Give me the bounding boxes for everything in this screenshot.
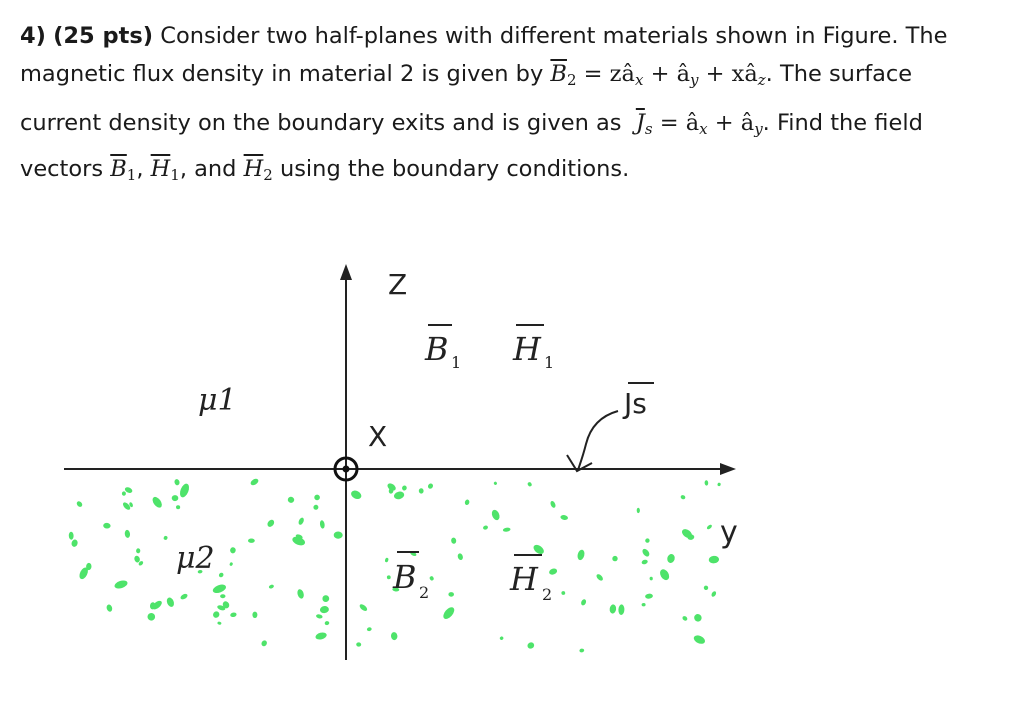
js-arrow [578,411,618,470]
problem-points: (25 pts) [53,23,154,49]
green-speckle [176,505,180,509]
green-speckle [451,537,457,544]
green-speckle [212,610,221,619]
green-speckle [358,603,368,612]
b2-plus2: + xâ [698,61,758,87]
green-speckle [706,524,713,530]
green-speckle [499,636,504,641]
green-speckle [366,627,372,632]
green-speckle [595,573,604,582]
green-speckle [218,572,224,578]
green-speckle [717,482,721,486]
green-speckle [322,595,330,603]
green-speckle [260,639,268,647]
green-speckle [692,634,706,646]
green-speckle [448,592,454,597]
b2-ay-sub: y [690,71,699,89]
green-speckle [165,596,175,608]
green-speckle [482,525,488,531]
green-speckle [645,538,650,543]
b1-label-sub: 1 [451,353,462,372]
green-speckle [641,603,645,607]
green-speckle [250,477,260,486]
h1-sub: 1 [170,166,180,184]
green-speckle [356,642,362,647]
green-speckle [645,593,653,599]
green-speckle [708,555,719,563]
js-plus: + â [707,110,755,136]
green-speckle [217,621,222,625]
green-speckle [693,613,703,623]
green-speckle [76,500,84,508]
x-axis-label: X [368,420,388,453]
problem-text-4: vectors [20,156,104,182]
b1-symbol: $\overline{B}$ [110,156,127,182]
green-speckle [122,491,126,496]
h1-label-sub: 1 [544,353,555,372]
green-speckle [103,523,111,529]
green-speckle [637,508,640,513]
green-speckle [151,495,164,509]
green-speckle [493,481,497,485]
green-speckle [174,479,181,486]
green-speckle [229,562,233,567]
green-speckle [711,590,717,597]
green-speckle [69,532,74,540]
green-speckle [296,588,305,599]
green-speckle [180,593,189,601]
green-speckle [312,504,319,511]
js-ax-sub: x [699,120,708,138]
js-sub: s [644,120,653,138]
green-speckle [315,631,328,640]
green-speckle [266,518,275,528]
green-speckle [560,514,568,520]
green-speckle [457,553,464,561]
b2-label-sub: 2 [419,583,430,602]
and-word: , and [179,156,237,182]
green-speckle [212,583,228,595]
green-speckle [401,485,407,492]
problem-text-2: magnetic flux density in material 2 is given by [20,61,544,87]
js-label: Js [624,387,647,420]
green-speckle [579,648,584,653]
green-speckle [503,527,511,532]
green-speckle [393,490,405,500]
green-speckle [268,584,274,589]
green-speckle [298,517,305,526]
problem-text-2b: . The surface [765,61,913,87]
green-speckle [682,615,689,622]
green-speckle [548,567,558,575]
y-axis-label: y [720,515,738,550]
green-speckle [427,482,434,489]
problem-text-3: current density on the boundary exits and is given as [20,110,622,136]
green-speckle [230,612,237,618]
green-speckle [178,482,191,498]
green-speckle [641,548,651,558]
green-speckle [220,594,226,598]
green-speckle [248,538,255,543]
green-speckle [658,568,671,582]
green-speckle [387,575,391,579]
x-axis-dot-icon [343,466,350,473]
js-expr: = â [659,110,700,136]
green-speckle [287,496,295,503]
green-speckle [618,604,625,615]
h1-symbol: $\overline{H}$ [150,156,171,182]
js-symbol: $\overline{J}$ [635,110,645,136]
green-speckle [114,579,129,590]
green-speckle [609,604,617,614]
green-speckle [703,585,708,590]
green-speckle [526,641,535,650]
b2-label: B [393,558,417,596]
b2-ax-sub: x [634,71,644,89]
green-speckle [334,531,343,539]
problem-text-1: Consider two half-planes with different materials shown in Figure. The [160,23,948,49]
comma-1: , [136,156,144,182]
green-speckle [384,557,388,562]
green-speckle [490,509,501,522]
green-speckle [419,488,424,494]
green-speckle [136,548,141,553]
green-speckle [319,520,325,529]
green-speckle [350,489,363,501]
z-axis-label: Z [388,268,408,301]
green-speckle [527,481,533,487]
problem-number: 4) [20,23,46,49]
green-speckle [549,500,556,508]
green-speckle [147,613,155,621]
green-speckle [441,605,456,621]
b2-expr: = zâ [583,61,635,87]
b2-symbol: $\overline{B}$ [550,61,567,87]
z-axis-arrowhead [340,264,352,280]
problem-text-3b: . Find the field [762,110,923,136]
green-speckle [666,553,676,564]
h2-symbol: $\overline{H}$ [243,156,264,182]
green-speckle [163,535,168,540]
green-speckle [316,614,323,619]
green-speckle [314,495,320,501]
b1-sub: 1 [126,166,137,184]
green-speckle [704,480,708,486]
green-speckle [252,612,257,618]
green-speckle [650,577,653,581]
green-speckle [71,539,79,548]
problem-text-4b: using the boundary conditions. [279,156,630,182]
green-speckle [532,543,546,556]
green-speckle [230,547,236,554]
green-speckle [124,530,130,539]
green-speckle [106,604,113,613]
h2-sub: 2 [263,166,273,184]
green-speckle [641,559,648,565]
mu1-label: μ1 [198,383,237,418]
b2-az-sub: z [757,71,766,89]
b1-label: B [425,330,449,368]
mu2-label: μ2 [176,541,215,576]
green-speckle [324,621,329,626]
green-speckle [576,549,585,561]
green-speckle [391,632,398,641]
green-speckle [429,576,435,582]
h1-label: H [513,330,541,368]
green-speckle [464,499,470,506]
green-speckle [611,555,619,563]
green-speckle [680,494,686,500]
js-ay-sub: y [754,120,763,138]
green-speckle [133,555,140,563]
b2-plus1: + â [643,61,690,87]
green-speckle [319,605,329,613]
b2-sub: 2 [566,71,577,89]
green-speckle [561,591,565,595]
green-speckle [172,495,179,501]
h2-label-sub: 2 [542,585,553,604]
y-axis-arrowhead [720,463,736,475]
green-speckle [580,598,587,606]
h2-label: H [510,560,538,598]
